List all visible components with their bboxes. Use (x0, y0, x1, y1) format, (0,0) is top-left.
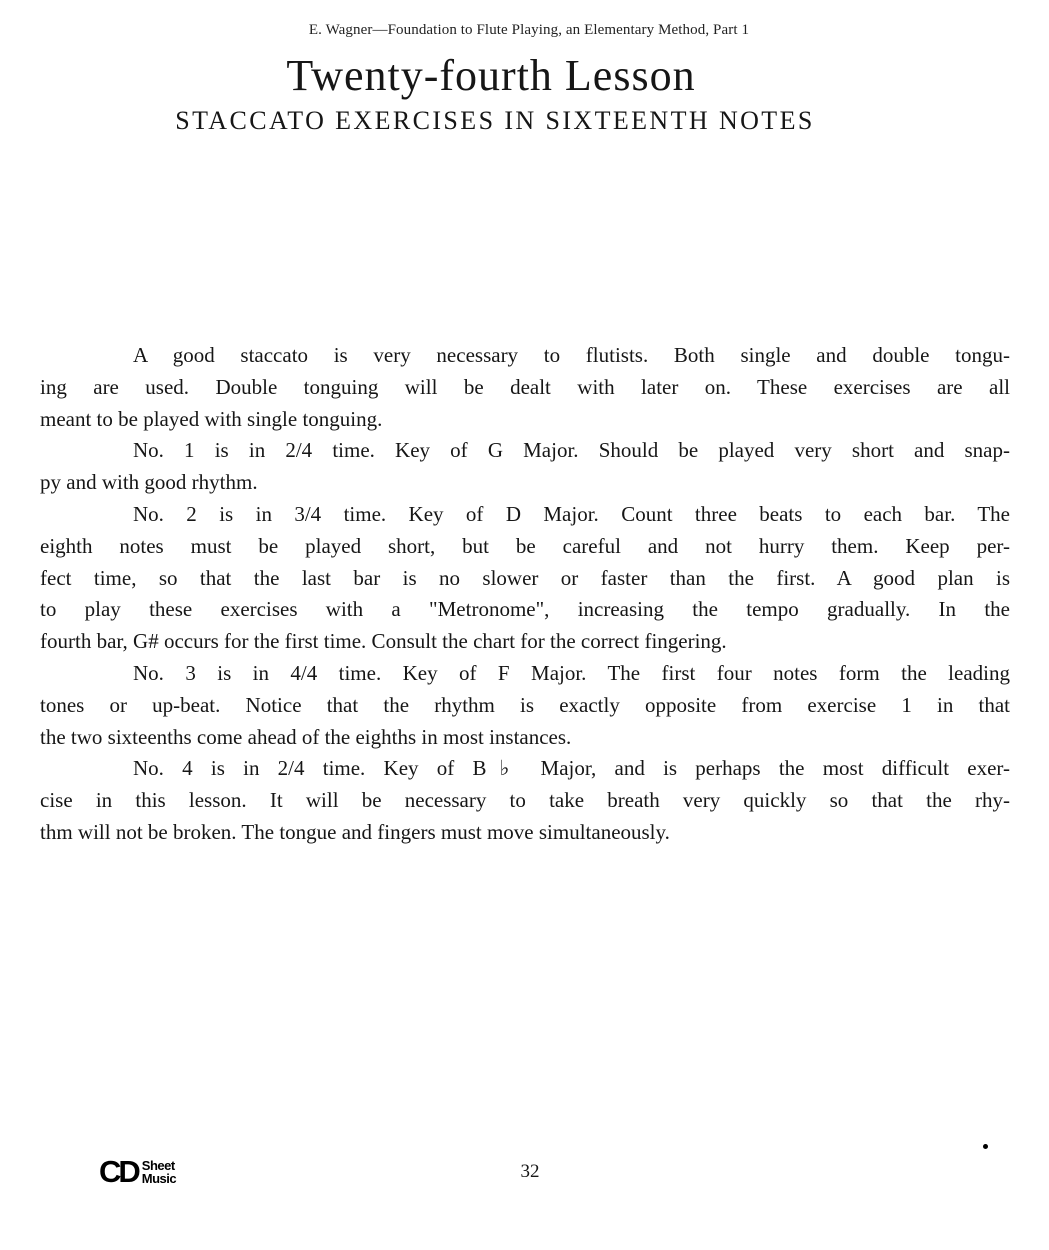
text-line: A good staccato is very necessary to flutists. Both single and double tongu- (133, 343, 1010, 367)
text-line: No. 4 is in 2/4 time. Key of B♭ Major, and is perhaps the most difficult exer- (133, 756, 1010, 781)
text-line: No. 2 is in 3/4 time. Key of D Major. Count three beats to each bar. The (133, 501, 1010, 526)
logo-wordmark (142, 1159, 176, 1185)
text-line: py and with good rhythm. (40, 470, 258, 495)
text-line: meant to be played with single tonguing. (40, 406, 383, 431)
text-line: fect time, so that the last bar is no slower or faster than the first. A good plan is (40, 565, 1010, 590)
text-line: eighth notes must be played short, but be careful and not hurry them. Keep per- (40, 533, 1010, 558)
lesson-body (40, 340, 1010, 849)
text-line: No. 3 is in 4/4 time. Key of F Major. The first four notes form the leading (133, 660, 1010, 685)
paragraph-exercise-4 (40, 753, 1010, 848)
paragraph-exercise-3 (40, 658, 1010, 753)
logo-mark: CD (99, 1154, 138, 1189)
logo-word-sheet: Sheet (141, 1158, 175, 1173)
paragraph-intro (40, 340, 1010, 435)
paragraph-exercise-2 (40, 499, 1010, 658)
text-line: fourth bar, G# occurs for the first time. Consult the chart for the correct fingering. (40, 629, 727, 654)
text-line: No. 1 is in 2/4 time. Key of G Major. Should be played very short and snap- (133, 438, 1010, 463)
logo-word-music: Music (141, 1171, 177, 1186)
text-line: to play these exercises with a "Metronome", increasing the tempo gradually. In the (40, 597, 1010, 622)
publisher-logo (99, 1155, 176, 1189)
running-header: E. Wagner—Foundation to Flute Playing, an Elementary Method, Part 1 (308, 22, 750, 38)
text-line: cise in this lesson. It will be necessary to take breath very quickly so that the rhy- (40, 788, 1010, 813)
lesson-subtitle: STACCATO EXERCISES IN SIXTEENTH NOTES (175, 106, 815, 135)
lesson-title: Twenty-fourth Lesson (286, 51, 696, 100)
text-line: thm will not be broken. The tongue and fingers must move simultaneously. (40, 819, 670, 844)
page-number: 32 (520, 1161, 540, 1182)
paragraph-exercise-1 (40, 435, 1010, 499)
print-dot (983, 1144, 988, 1149)
text-line: tones or up-beat. Notice that the rhythm is exactly opposite from exercise 1 in that (40, 692, 1010, 717)
text-line: ing are used. Double tonguing will be dealt with later on. These exercises are all (40, 374, 1010, 399)
text-line: the two sixteenths come ahead of the eighths in most instances. (40, 724, 572, 749)
